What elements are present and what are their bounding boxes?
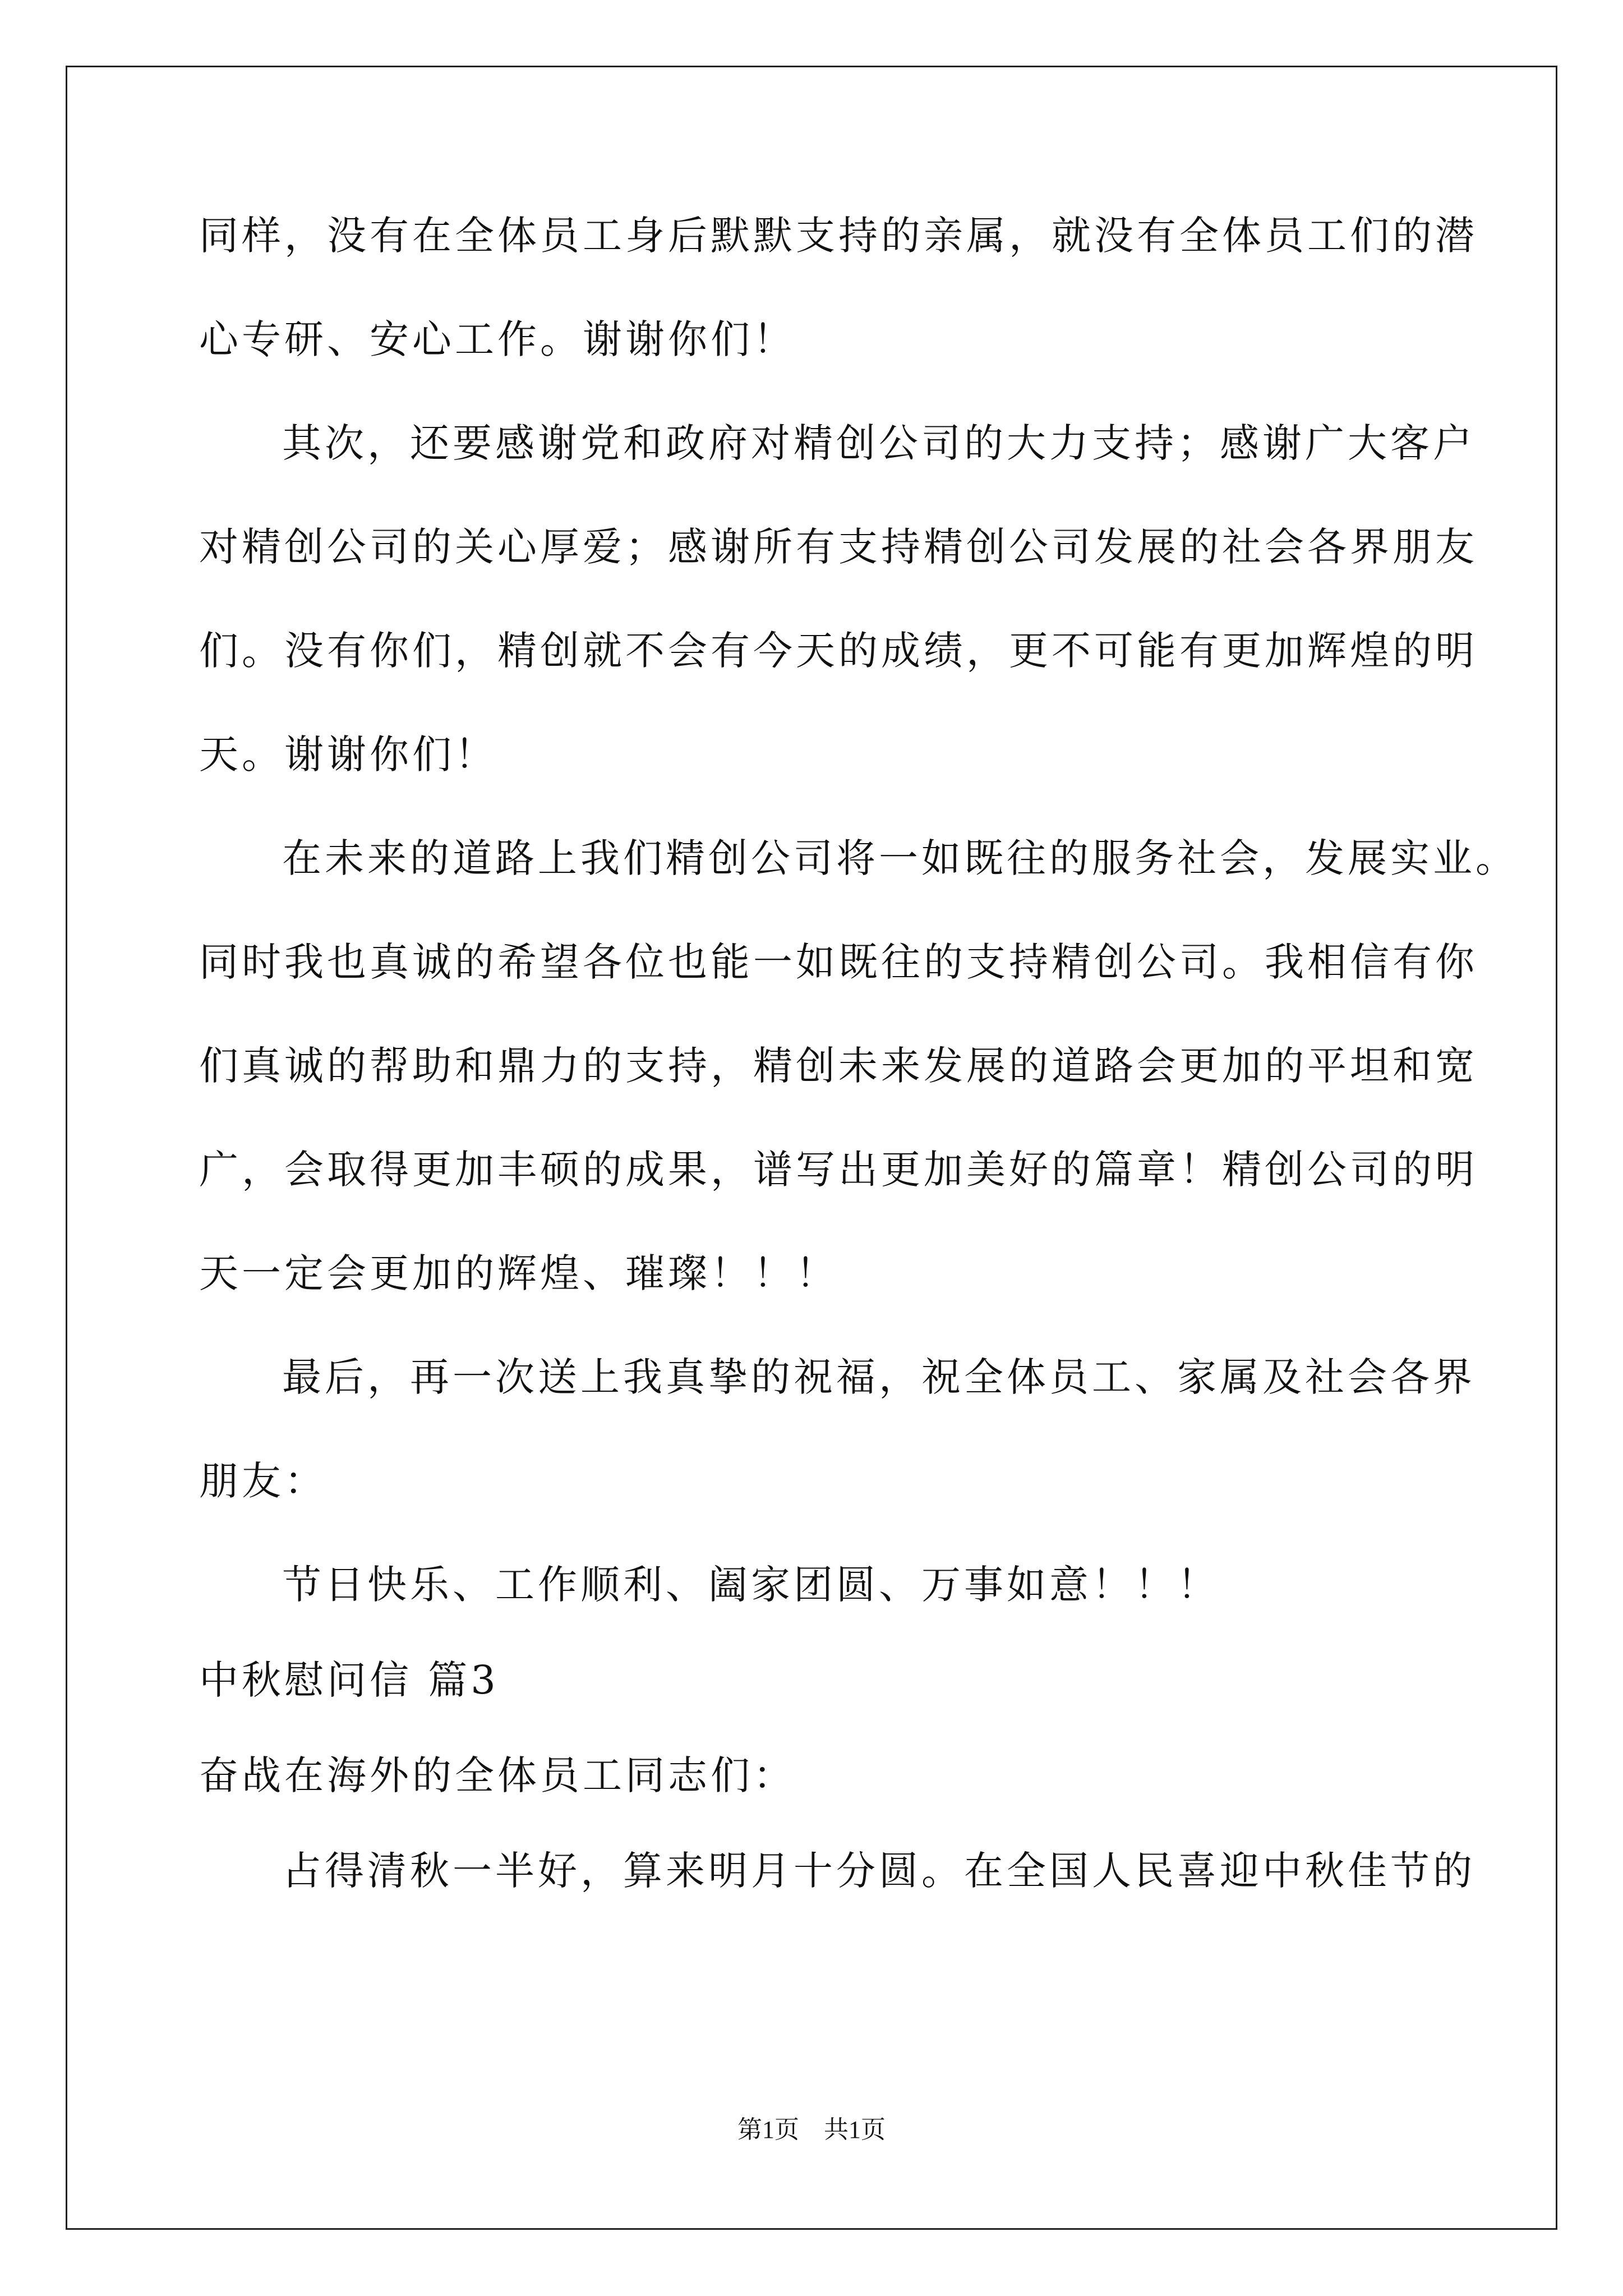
- text-line-13: 朋友：: [199, 1458, 327, 1504]
- text-line-11: 天一定会更加的辉煌、璀璨！！！: [199, 1250, 838, 1296]
- page-footer: 第1页 共1页: [737, 2116, 886, 2143]
- text-line-5: 们。没有你们，精创就不会有今天的成绩，更不可能有更加辉煌的明: [199, 628, 1478, 674]
- text-line-3: 其次，还要感谢党和政府对精创公司的大力支持；感谢广大客户: [282, 420, 1476, 466]
- text-line-8: 同时我也真诚的希望各位也能一如既往的支持精创公司。我相信有你: [199, 939, 1478, 985]
- text-line-4: 对精创公司的关心厚爱；感谢所有支持精创公司发展的社会各界朋友: [199, 524, 1478, 570]
- text-line-1: 同样，没有在全体员工身后默默支持的亲属，就没有全体员工们的潜: [199, 213, 1478, 259]
- text-line-17: 占得清秋一半好，算来明月十分圆。在全国人民喜迎中秋佳节的: [282, 1848, 1476, 1894]
- text-line-9: 们真诚的帮助和鼎力的支持，精创未来发展的道路会更加的平坦和宽: [199, 1043, 1478, 1089]
- text-line-12: 最后，再一次送上我真挚的祝福，祝全体员工、家属及社会各界: [282, 1354, 1476, 1400]
- text-line-7: 在未来的道路上我们精创公司将一如既往的服务社会，发展实业。: [282, 835, 1518, 881]
- text-line-10: 广，会取得更加丰硕的成果，谱写出更加美好的篇章！精创公司的明: [199, 1147, 1478, 1193]
- text-line-14: 节日快乐、工作顺利、阖家团圆、万事如意！！！: [282, 1562, 1220, 1608]
- text-line-2: 心专研、安心工作。谢谢你们！: [199, 316, 796, 362]
- text-line-6: 天。谢谢你们！: [199, 731, 497, 777]
- section-heading: 中秋慰问信 篇3: [199, 1657, 499, 1703]
- salutation-line: 奋战在海外的全体员工同志们：: [199, 1752, 796, 1798]
